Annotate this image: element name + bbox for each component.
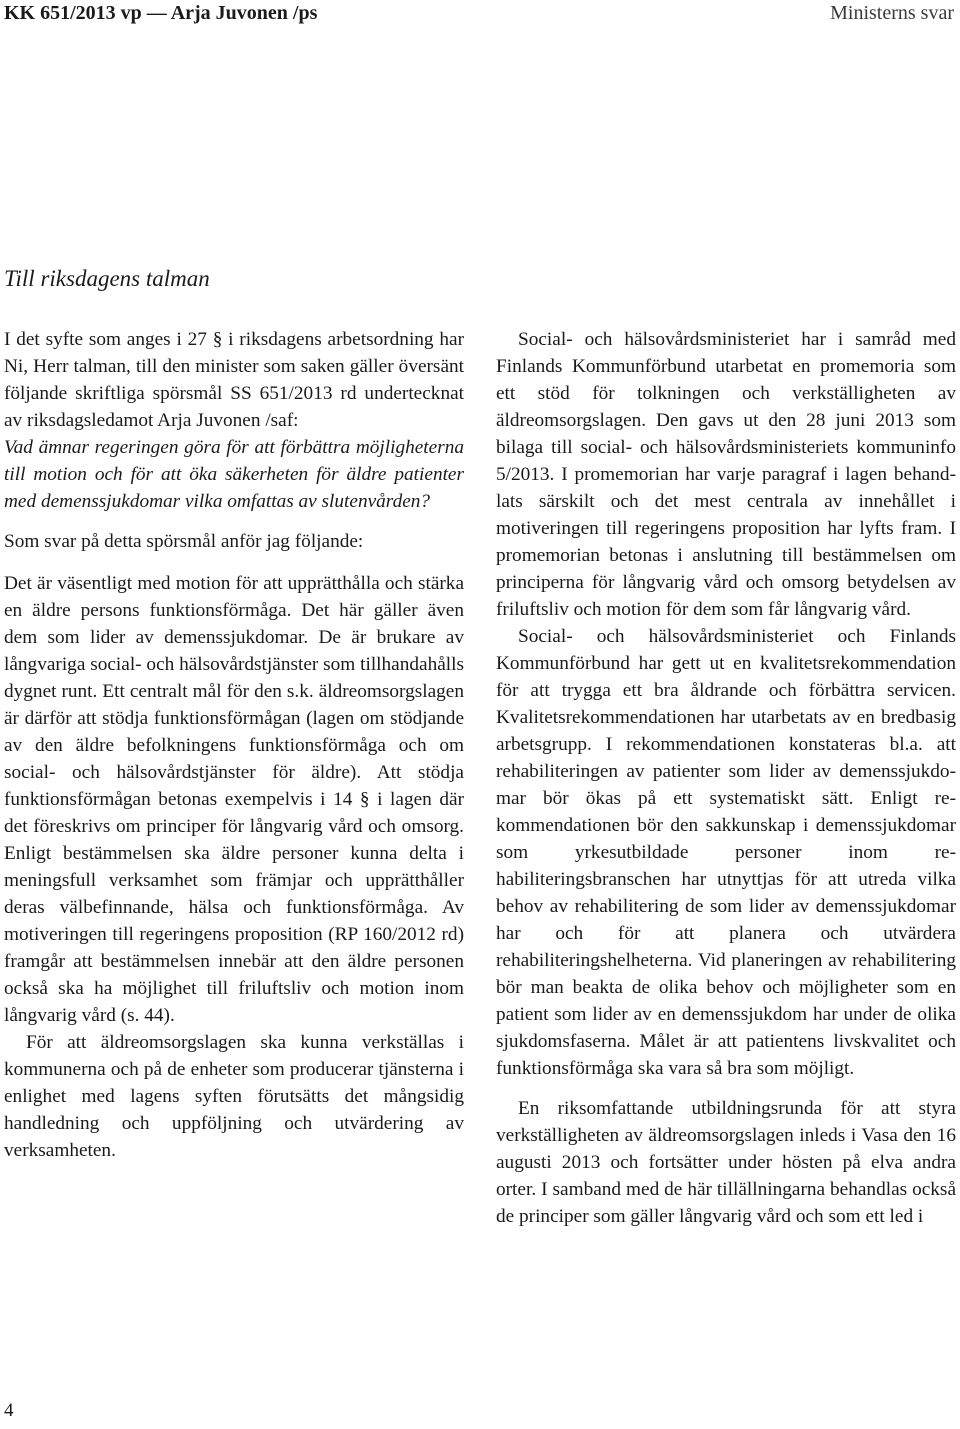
body-paragraph-5: En riksomfattande utbildningsrunda för att styra verkställigheten av äldreomsorgslagen inleds i Vasa den 16 augusti 2013 och fortsätter under hösten på elva andra orter. I samband med de här tillällningarna behandlas också de principer som gäller långvarig vård och som ett led i <box>496 1098 956 1227</box>
intro-paragraph: I det syfte som anges i 27 § i riksdagens arbetsordning har Ni, Herr talman, till den minister som saken gäller översänt följande skriftliga spörsmål SS 651/2013 rd undertecknat av riksdagsledamot Arja Juvonen /saf: <box>4 329 464 431</box>
body-paragraph-3: Social- och hälsovårdsministeriet har i samråd med Finlands Kommunförbund utarbetat en promemoria som ett stöd för tolkningen och verkställigheten av äldreomsorgslagen. Den gavs ut den 28 juni 2013 som bilaga till social- och hälsovårdsministeriets kommuninfo 5/2013. I promemorian har varje paragraf i lagen behandlats särskilt och det mest centrala av innehållet i motiveringen till regeringens proposition har lyfts fram. I promemorian betonas i anslutning till bestämmelsen om principerna för långvarig vård och omsorg betydelsen av friluftsliv och motion för dem som får långvarig vård. <box>496 329 956 620</box>
answer-intro: Som svar på detta spörsmål anför jag följande: <box>4 531 364 552</box>
page-number: 4 <box>4 1400 14 1421</box>
left-column <box>4 326 464 1164</box>
addressee-heading: Till riksdagens talman <box>4 266 210 291</box>
question-text: Vad ämnar regeringen göra för att förbättra möjligheterna till motion och för att öka säkerheten för äldre patienter med demenssjukdomar vilka omfattas av slutenvården? <box>4 437 464 512</box>
body-paragraph-2: För att äldreomsorgslagen ska kunna verkställas i kommunerna och på de enheter som producerar tjänsterna i enlighet med lagens syften förutsätts det mångsidig handledning och uppföljning och utvärdering av verksamheten. <box>4 1032 464 1161</box>
body-paragraph-4: Social- och hälsovårdsministeriet och Finlands Kommunförbund har gett ut en kvalitetsrekommendation för att trygga ett bra åldrande och förbättra servicen. Kvalitetsrekommendationen har utarbetats av en bredbasig arbetsgrupp. I rekommendationen konstateras bl.a. att rehabiliteringen av patienter som lider av demenssjukdomar bör ökas på ett systematiskt sätt. Enligt rekommendationen bör den sakkunskap i demenssjukdomar som yrkesutbildade personer inom rehabiliteringsbranschen har utnyttjas för att utreda vilka behov av rehabilitering de som lider av demenssjukdomar har och för att planera och utvärdera rehabiliteringshelheterna. Vid planeringen av rehabilitering bör man beakta de olika behov och möjligheter som en patient som lider av en demenssjukdom har under de olika sjukdomsfaserna. Målet är att patientens livskvalitet och funktionsförmåga ska vara så bra som möjligt. <box>496 626 956 1079</box>
right-column <box>496 326 956 1230</box>
document-header-section: Ministerns svar <box>830 2 954 24</box>
document-header-title: KK 651/2013 vp — Arja Juvonen /ps <box>4 2 318 24</box>
body-paragraph-1: Det är väsentligt med motion för att upprätthålla och stärka en äldre persons funktionsförmåga. Det här gäller även dem som lider av demenssjukdomar. De är brukare av långvariga social- och hälsovårdstjänster som tillhandahålls dygnet runt. Ett centralt mål för den s.k. äldreomsorgslagen är därför att stödja funktionsförmågan (lagen om stödjande av den äldre befolkningens funktionsförmåga och om social- och hälsovårdstjänster för äldre). Att stödja funktionsförmågan betonas exempelvis i 14 § i lagen där det föreskrivs om principer för långvarig vård och omsorg. Enligt bestämmelsen ska äldre personer kunna delta i meningsfull verksamhet som främjar och upprätthåller deras välbefinnande, hälsa och funktionsförmåga. Av motiveringen till regeringens proposition (RP 160/2012 rd) framgår att bestämmelsen innebär att den äldre personen också ska ha möjlighet till friluftsliv och motion inom långvarig vård (s. 44). <box>4 573 464 1026</box>
